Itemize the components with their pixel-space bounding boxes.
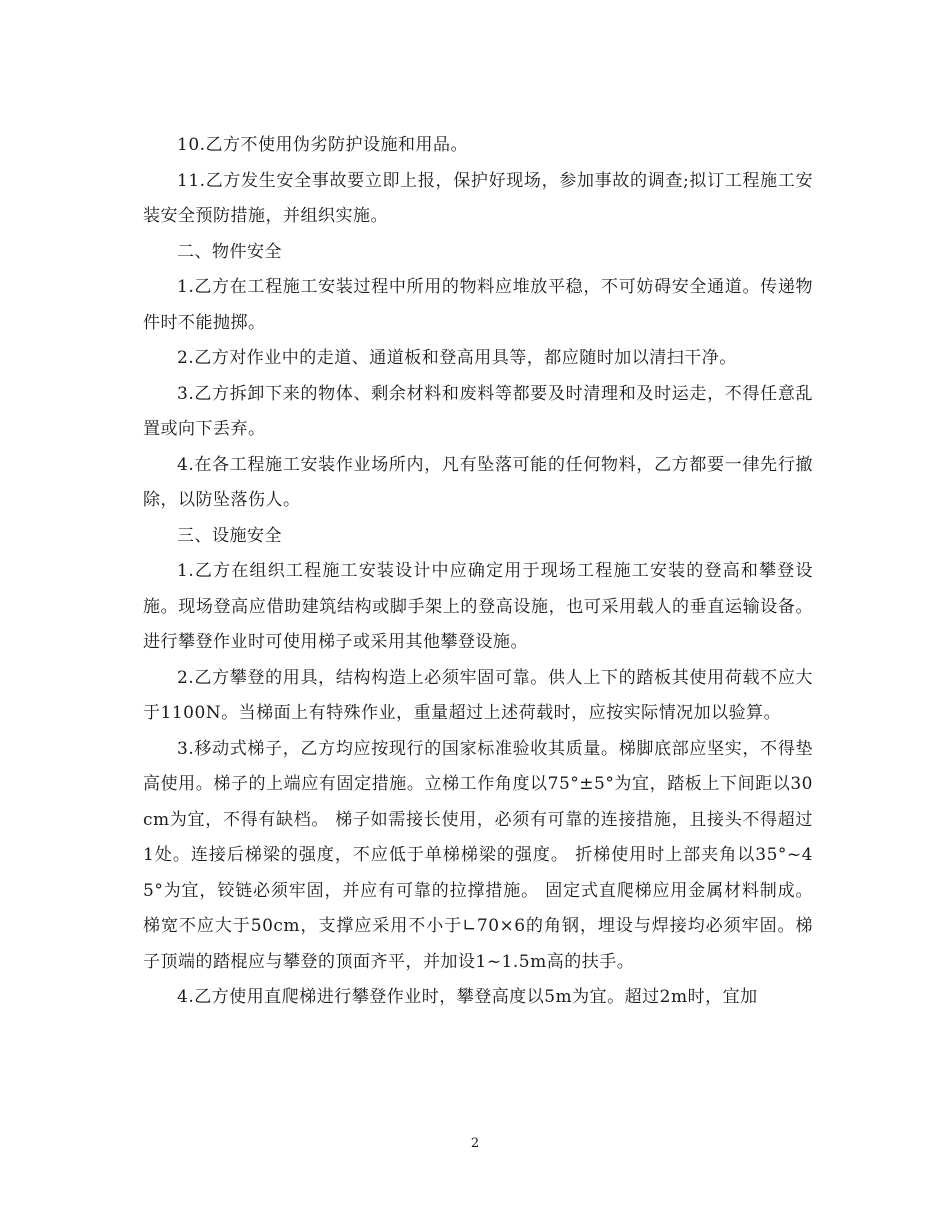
paragraph-item-10: 10.乙方不使用伪劣防护设施和用品。 <box>177 135 469 155</box>
page-number: 2 <box>470 1136 480 1151</box>
paragraph-facility-4: 4.乙方使用直爬梯进行攀登作业时，攀登高度以5m为宜。超过2m时，宜加 <box>177 987 758 1007</box>
paragraph-object-3: 3.乙方拆卸下来的物体、剩余材料和废料等都要及时清理和及时运走，不得任意乱置或向下丢弃。 <box>143 383 813 439</box>
paragraph-facility-2: 2.乙方攀登的用具，结构构造上必须牢固可靠。供人上下的踏板其使用荷载不应大于1100N。当梯面上有特殊作业，重量超过上述荷载时，应按实际情况加以验算。 <box>143 667 813 723</box>
section-heading-object-safety: 二、物件安全 <box>177 241 282 262</box>
paragraph-object-1: 1.乙方在工程施工安装过程中所用的物料应堆放平稳，不可妨碍安全通道。传递物件时不能抛掷。 <box>143 277 813 333</box>
document-body <box>143 128 813 1016</box>
paragraph-object-4: 4.在各工程施工安装作业场所内，凡有坠落可能的任何物料，乙方都要一律先行撤除，以防坠落伤人。 <box>143 454 813 510</box>
paragraph-item-11: 11.乙方发生安全事故要立即上报，保护好现场，参加事故的调查;拟订工程施工安装安全预防措施，并组织实施。 <box>143 170 813 226</box>
paragraph-facility-1: 1.乙方在组织工程施工安装设计中应确定用于现场工程施工安装的登高和攀登设施。现场登高应借助建筑结构或脚手架上的登高设施，也可采用载人的垂直运输设备。进行攀登作业时可使用梯子或采用其他攀登设施。 <box>143 561 813 652</box>
paragraph-object-2: 2.乙方对作业中的走道、通道板和登高用具等，都应随时加以清扫干净。 <box>177 348 737 368</box>
section-heading-facility-safety: 三、设施安全 <box>177 525 282 546</box>
paragraph-facility-3: 3.移动式梯子，乙方均应按现行的国家标准验收其质量。梯脚底部应坚实，不得垫高使用。梯子的上端应有固定措施。立梯工作角度以75°±5°为宜，踏板上下间距以30cm为宜，不得有缺档。 梯子如需接长使用，必须有可靠的连接措施，且接头不得超过1处。连接后梯梁的强度，不应低于单梯梯梁的强度。 折梯使用时上部夹角以35°~45°为宜，铰链必须牢固，并应有可靠的拉撑措施。 固定式直爬梯应用金属材料制成。梯宽不应大于50cm，支撑应采用不小于∟70×6的角钢，埋设与焊接均必须牢固。梯子顶端的踏棍应与攀登的顶面齐平，并加设1~1.5m高的扶手。 <box>143 738 813 972</box>
